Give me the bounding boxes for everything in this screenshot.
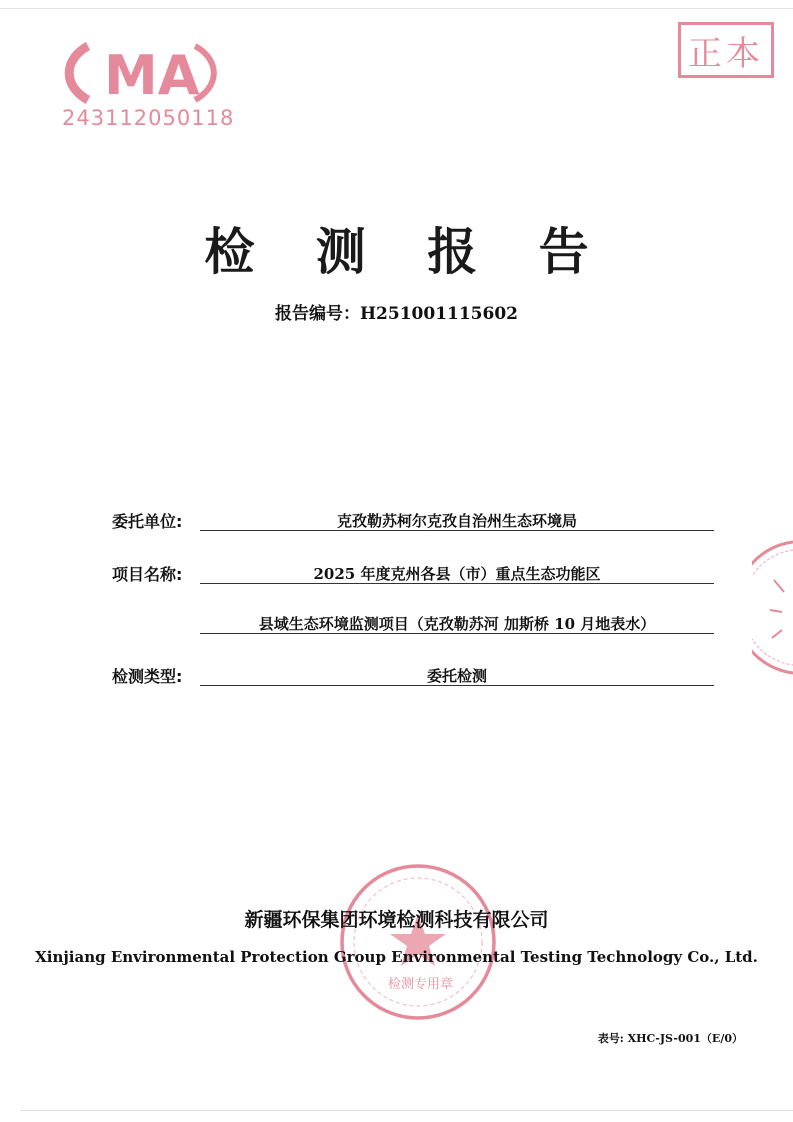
project-value-line1: 2025 年度克州各县（市）重点生态功能区 (313, 565, 601, 583)
report-number: 报告编号：H251001115602 (274, 304, 518, 324)
test-type-underline (200, 685, 714, 686)
cma-letters: MA (104, 44, 200, 107)
client-label: 委托单位: (112, 512, 183, 531)
cma-c-arc (69, 46, 88, 100)
cma-certification-mark (60, 28, 220, 148)
form-number: 表号: XHC-JS-001（E/0） (597, 1032, 743, 1045)
company-name-chinese: 新疆环保集团环境检测科技有限公司 (244, 909, 549, 931)
company-name-english: Xinjiang Environmental Protection Group Environmental Testing Technology Co., Ltd. (35, 948, 758, 966)
page-bottom-edge (20, 1110, 793, 1111)
partial-seal-right-edge (752, 540, 793, 675)
page-top-edge (0, 8, 793, 9)
project-underline-2 (200, 633, 714, 634)
report-title: 检 测 报 告 (204, 223, 611, 281)
cma-number: 243112050118 (62, 106, 235, 130)
client-value: 克孜勒苏柯尔克孜自治州生态环境局 (336, 512, 577, 530)
project-underline-1 (200, 583, 714, 584)
test-type-value: 委托检测 (426, 667, 487, 685)
client-underline (200, 530, 714, 531)
project-value-line2: 县域生态环境监测项目（克孜勒苏河 加斯桥 10 月地表水） (258, 615, 656, 633)
company-seal (338, 862, 498, 1022)
seal-text: 检测专用章 (388, 977, 454, 992)
original-copy-stamp: 正本 (688, 33, 764, 74)
project-label: 项目名称: (112, 565, 183, 584)
test-type-label: 检测类型: (112, 667, 183, 686)
